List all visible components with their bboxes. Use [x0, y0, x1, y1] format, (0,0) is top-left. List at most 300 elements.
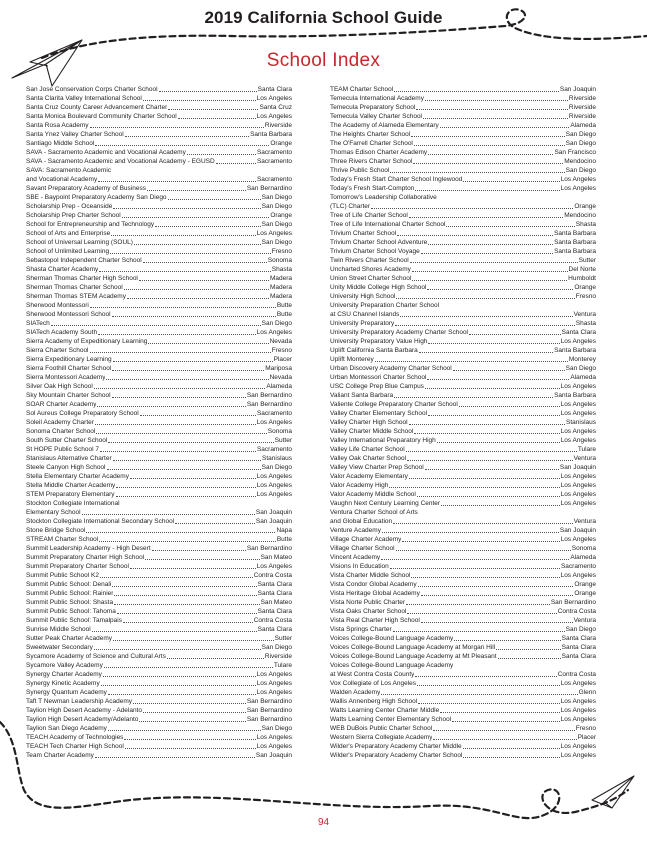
school-name: Unity Middle College High School	[330, 284, 427, 291]
school-name: Soleil Academy Charter	[26, 419, 94, 426]
dot-leader	[414, 145, 565, 146]
dot-leader	[94, 388, 266, 389]
dot-leader	[463, 181, 559, 182]
dot-leader	[421, 622, 573, 623]
school-name: Vincent Academy	[330, 554, 381, 561]
dot-leader	[452, 721, 559, 722]
school-index-entry	[330, 724, 596, 733]
county-name: Los Angeles	[560, 743, 596, 750]
school-index-entry	[26, 481, 292, 490]
county-name: San Bernardino	[246, 716, 292, 723]
school-index-entry	[330, 112, 596, 121]
school-index-entry	[330, 607, 596, 616]
dot-leader	[418, 586, 574, 587]
dot-leader	[427, 379, 569, 380]
county-name: Santa Clara	[561, 329, 596, 336]
dot-leader	[454, 640, 560, 641]
county-name: San Bernardino	[246, 392, 292, 399]
county-name: Sutter	[578, 257, 596, 264]
school-name: Trivium Charter School Voyage	[330, 248, 420, 255]
school-name: STEM Preparatory Elementary	[26, 491, 115, 498]
school-name: Three Rivers Charter School	[330, 158, 413, 165]
dot-leader	[112, 586, 256, 587]
dot-leader	[428, 415, 560, 416]
school-index-entry	[330, 634, 596, 643]
county-name: Stanislaus	[262, 455, 292, 462]
school-index-entry	[26, 211, 292, 220]
school-index-entry	[26, 229, 292, 238]
dot-leader	[139, 280, 269, 281]
county-name: Sacramento	[256, 149, 292, 156]
school-name: Tree of Life International Charter School	[330, 221, 446, 228]
school-index-entry	[330, 364, 596, 373]
school-name: Team Charter Academy	[26, 752, 94, 759]
county-name: Los Angeles	[560, 716, 596, 723]
dot-leader	[413, 163, 563, 164]
school-index-entry	[330, 346, 596, 355]
school-index-entry	[26, 697, 292, 706]
county-name: Los Angeles	[560, 338, 596, 345]
dot-leader	[139, 721, 245, 722]
dot-leader	[463, 757, 559, 758]
county-name: Mariposa	[265, 365, 292, 372]
county-name: San Mateo	[260, 599, 292, 606]
county-name: San Diego	[261, 644, 292, 651]
school-index-entry	[330, 589, 596, 598]
school-index-entry	[26, 103, 292, 112]
school-name: Summit Public School: Rainier	[26, 590, 114, 597]
school-index-entry	[330, 391, 596, 400]
school-name: Sycamore Academy of Science and Cultural Arts	[26, 653, 166, 660]
school-name: and Global Education	[330, 518, 393, 525]
dot-leader	[86, 532, 275, 533]
county-name: Santa Barbara	[554, 248, 596, 255]
school-name: Sebastopol Independent Charter School	[26, 257, 142, 264]
school-index-entry	[26, 553, 292, 562]
school-name: Sonoma Charter School	[26, 428, 96, 435]
school-index-entry	[26, 571, 292, 580]
county-name: San Bernardino	[246, 707, 292, 714]
school-index-entry	[330, 328, 596, 337]
school-index-entry	[26, 742, 292, 751]
dot-leader	[104, 667, 273, 668]
dot-leader	[427, 289, 573, 290]
county-name: Alameda	[570, 374, 596, 381]
county-name: San Bernardino	[246, 545, 292, 552]
county-name: Santa Cruz	[259, 104, 292, 111]
county-name: Mendocino	[564, 212, 596, 219]
school-name: Taylion High Desert Academy/Adelanto	[26, 716, 139, 723]
school-index-entry	[26, 256, 292, 265]
school-index-entry	[26, 220, 292, 229]
school-index-entry	[330, 310, 596, 319]
dot-leader	[113, 460, 261, 461]
county-name: San Diego	[261, 320, 292, 327]
county-name: Butte	[276, 311, 292, 318]
school-index-entry	[330, 580, 596, 589]
county-name: Los Angeles	[560, 500, 596, 507]
county-name: Santa Barbara	[554, 239, 596, 246]
school-name: Valley Life Charter School	[330, 446, 405, 453]
school-index-entry	[26, 724, 292, 733]
dot-leader	[113, 208, 260, 209]
page-number: 94	[317, 817, 330, 828]
dot-leader	[101, 685, 256, 686]
county-name: Sonoma	[267, 257, 292, 264]
county-name: San Mateo	[260, 554, 292, 561]
school-index-entry	[26, 337, 292, 346]
school-index-entry	[330, 409, 596, 418]
school-index-entry	[26, 688, 292, 697]
school-index-entry	[26, 733, 292, 742]
school-name: Vista Real Charter High School	[330, 617, 420, 624]
school-name: Summit Public School: Tahoma	[26, 608, 116, 615]
school-index-entry	[330, 157, 596, 166]
school-index-entry	[330, 643, 596, 652]
county-name: Los Angeles	[256, 491, 292, 498]
school-name: School of Arts and Enterprise	[26, 230, 111, 237]
school-index-entry	[330, 319, 596, 328]
school-name: Sierra Charter School	[26, 347, 89, 354]
dot-leader	[103, 676, 256, 677]
county-name: San Diego	[261, 725, 292, 732]
dot-leader	[140, 415, 256, 416]
school-index-entry	[330, 211, 596, 220]
dot-leader	[168, 109, 258, 110]
dot-leader	[167, 658, 264, 659]
county-name: Los Angeles	[560, 536, 596, 543]
county-name: Contra Costa	[557, 671, 596, 678]
county-name: Los Angeles	[256, 563, 292, 570]
school-name: Uplift California Santa Barbara	[330, 347, 418, 354]
dot-leader	[143, 712, 246, 713]
county-name: Orange	[574, 203, 596, 210]
school-name: Valley Charter Middle School	[330, 428, 414, 435]
school-index-entry	[330, 355, 596, 364]
school-index-entry	[330, 625, 596, 634]
school-name: Voices College-Bound Language Academy at Morgan Hill	[330, 644, 496, 651]
school-index-entry	[26, 706, 292, 715]
school-name: Silver Oak High School	[26, 383, 93, 390]
county-name: San Bernardino	[550, 599, 596, 606]
dot-leader	[393, 523, 572, 524]
school-index-entry	[330, 715, 596, 724]
school-name: Taylion High Desert Academy - Adelanto	[26, 707, 142, 714]
school-name: Santa Clarita Valley International School	[26, 95, 142, 102]
dot-leader	[99, 541, 276, 542]
school-index-entry	[330, 166, 596, 175]
school-index-entry	[26, 355, 292, 364]
county-name: Riverside	[568, 95, 596, 102]
county-name: Butte	[276, 302, 292, 309]
county-name: Los Angeles	[256, 473, 292, 480]
dot-leader	[381, 559, 569, 560]
school-name: Village Charter Academy	[330, 536, 402, 543]
school-index-entry	[330, 85, 596, 94]
county-name: Los Angeles	[560, 383, 596, 390]
school-index-entry	[26, 94, 292, 103]
county-name: San Joaquin	[255, 518, 292, 525]
county-name: Sutter	[274, 635, 292, 642]
school-name: Sutter Peak Charter Academy	[26, 635, 112, 642]
school-index-entry	[330, 553, 596, 562]
school-name: Today's Fresh Start Charter School Inglewood	[330, 176, 463, 183]
dot-leader	[498, 658, 561, 659]
dot-leader	[421, 253, 553, 254]
dot-leader	[418, 703, 559, 704]
school-name: Valley International Preparatory High	[330, 437, 436, 444]
county-name: Riverside	[264, 122, 292, 129]
dot-leader	[124, 289, 269, 290]
school-index-entry	[330, 697, 596, 706]
school-index-entry	[26, 526, 292, 535]
school-index-entry	[26, 562, 292, 571]
dot-leader	[414, 433, 559, 434]
county-name: Sacramento	[560, 563, 596, 570]
county-name: Los Angeles	[560, 401, 596, 408]
school-index-entry	[330, 571, 596, 580]
dot-leader	[425, 469, 559, 470]
school-index-entry	[26, 310, 292, 319]
county-name: Santa Clara	[561, 635, 596, 642]
dot-leader	[130, 478, 256, 479]
county-name: San Joaquin	[559, 86, 596, 93]
school-index-entry	[330, 733, 596, 742]
dot-leader	[407, 460, 572, 461]
school-index-entry	[330, 103, 596, 112]
county-name: Fresno	[271, 347, 292, 354]
dot-leader	[394, 397, 553, 398]
dot-leader	[406, 604, 550, 605]
county-name: Los Angeles	[560, 482, 596, 489]
school-name: Sweetwater Secondary	[26, 644, 93, 651]
county-name: Los Angeles	[256, 482, 292, 489]
county-name: San Diego	[565, 167, 596, 174]
school-name: Summit Preparatory Charter High School	[26, 554, 145, 561]
dot-leader	[97, 406, 245, 407]
county-name: Riverside	[264, 653, 292, 660]
school-index-entry	[330, 670, 596, 679]
county-name: Los Angeles	[560, 698, 596, 705]
dot-leader	[453, 370, 565, 371]
dot-leader	[415, 190, 559, 191]
county-name: Santa Clara	[257, 590, 292, 597]
school-index-entry	[26, 274, 292, 283]
school-name: Stockton Collegiate International Secondary School	[26, 518, 175, 525]
school-index-entry	[330, 94, 596, 103]
dot-leader	[99, 271, 270, 272]
school-index-entry	[26, 292, 292, 301]
county-name: San Diego	[261, 221, 292, 228]
county-name: Orange	[270, 212, 292, 219]
school-index-entry	[330, 373, 596, 382]
county-name: San Bernardino	[246, 698, 292, 705]
school-name: Vista Norte Public Charter	[330, 599, 406, 606]
dot-leader	[124, 739, 255, 740]
dot-leader	[389, 487, 559, 488]
school-index-entry	[26, 508, 292, 517]
school-name: Venture Academy	[330, 527, 381, 534]
school-index-entry	[26, 445, 292, 454]
school-index-entry	[26, 625, 292, 634]
county-name: Los Angeles	[560, 410, 596, 417]
school-name: Wilder's Preparatory Academy Charter School	[330, 752, 463, 759]
guide-title: 2019 California School Guide	[204, 8, 443, 27]
dot-leader	[90, 307, 276, 308]
index-title: School Index	[266, 50, 381, 71]
county-name: Orange	[574, 590, 596, 597]
school-index-entry	[330, 661, 596, 670]
dot-leader	[96, 433, 266, 434]
school-name: Thrive Public School	[330, 167, 390, 174]
dot-leader	[216, 163, 256, 164]
school-index-entry	[330, 463, 596, 472]
county-name: Riverside	[568, 104, 596, 111]
school-index-entry	[330, 544, 596, 553]
school-name: Village Charter School	[330, 545, 395, 552]
dot-leader	[423, 118, 568, 119]
school-name: Temecula Valley Charter School	[330, 113, 423, 120]
county-name: Sacramento	[256, 410, 292, 417]
school-name: Wilder's Preparatory Academy Charter Middle	[330, 743, 462, 750]
county-name: Stanislaus	[566, 419, 596, 426]
school-name: SAVA - Sacramento Academic and Vocational Academy	[26, 149, 186, 156]
school-name: Vaughn Next Century Learning Center	[330, 500, 441, 507]
school-name: TEAM Charter School	[330, 86, 394, 93]
dot-leader	[428, 154, 553, 155]
school-name: Walden Academy	[330, 689, 381, 696]
school-name: Summit Leadership Academy - High Desert	[26, 545, 151, 552]
school-name: SAVA - Sacramento Academic and Vocational Academy - EGUSD	[26, 158, 215, 165]
county-name: Mendocino	[564, 158, 596, 165]
dot-leader	[147, 190, 246, 191]
school-name: SOAR Charter Academy	[26, 401, 97, 408]
county-name: Fresno	[575, 725, 596, 732]
county-name: Santa Barbara	[554, 347, 596, 354]
county-name: San Diego	[565, 626, 596, 633]
school-index-entry	[26, 499, 292, 508]
school-index-entry	[330, 229, 596, 238]
school-name: Trivium Charter School Adventure	[330, 239, 428, 246]
school-name: SBE - Baypoint Preparatory Academy San Diego	[26, 194, 167, 201]
school-name: Santa Rosa Academy	[26, 122, 89, 129]
dot-leader	[98, 334, 256, 335]
dot-leader	[406, 451, 577, 452]
school-index-entry	[330, 751, 596, 760]
county-name: Los Angeles	[560, 185, 596, 192]
school-index-entry	[26, 643, 292, 652]
school-index-entry	[26, 409, 292, 418]
school-index-entry	[330, 292, 596, 301]
school-index-entry	[26, 751, 292, 760]
dot-leader	[108, 442, 273, 443]
school-index-entry	[330, 688, 596, 697]
school-index-entry	[26, 112, 292, 121]
school-index-entry	[26, 121, 292, 130]
school-index-entry	[26, 598, 292, 607]
school-index-entry	[330, 148, 596, 157]
school-name: Wallis Annenberg High School	[330, 698, 418, 705]
school-index-entry	[330, 382, 596, 391]
dot-leader	[95, 145, 269, 146]
school-name: Synergy Charter Academy	[26, 671, 102, 678]
school-name: Taylion San Diego Academy	[26, 725, 107, 732]
county-name: Tulare	[273, 662, 292, 669]
dot-leader	[441, 505, 559, 506]
school-index-entry	[26, 148, 292, 157]
county-name: Ventura	[573, 455, 596, 462]
dot-leader	[90, 352, 271, 353]
county-name: Sacramento	[256, 176, 292, 183]
school-name: Union Street Charter School	[330, 275, 412, 282]
school-name: Ventura Charter School of Arts	[330, 509, 418, 516]
school-index-entry	[330, 301, 596, 310]
dot-leader	[127, 298, 269, 299]
school-name: WEB DuBois Public Charter School	[330, 725, 433, 732]
dot-leader	[459, 406, 560, 407]
county-name: Los Angeles	[256, 671, 292, 678]
dot-leader	[409, 478, 560, 479]
school-name: Urban Discovery Academy Charter School	[330, 365, 452, 372]
dot-leader	[98, 181, 256, 182]
county-name: San Diego	[261, 464, 292, 471]
county-name: Ventura	[573, 617, 596, 624]
dot-leader	[113, 361, 273, 362]
county-name: San Bernardino	[246, 401, 292, 408]
school-name: TEACH Academy of Technologies	[26, 734, 124, 741]
school-name: Valley Charter High School	[330, 419, 408, 426]
school-index-entry	[330, 139, 596, 148]
county-name: Los Angeles	[560, 707, 596, 714]
county-name: San Bernardino	[246, 185, 292, 192]
school-index-entry	[330, 499, 596, 508]
school-name: Today's Fresh Start-Compton	[330, 185, 415, 192]
school-name: Watts Learning Center Charter Middle	[330, 707, 440, 714]
dot-leader	[100, 451, 256, 452]
dot-leader	[116, 487, 255, 488]
dot-leader	[143, 100, 256, 101]
county-name: Los Angeles	[256, 329, 292, 336]
school-index-entry	[330, 742, 596, 751]
school-name: Tree of Life Charter School	[330, 212, 408, 219]
school-index-entry	[330, 535, 596, 544]
county-name: Contra Costa	[253, 617, 292, 624]
school-name: Sky Mountain Charter School	[26, 392, 111, 399]
school-index-entry	[26, 715, 292, 724]
dot-leader	[94, 649, 261, 650]
school-index-entry	[26, 436, 292, 445]
school-name: Summit Public School: Denali	[26, 581, 112, 588]
dot-leader	[107, 469, 261, 470]
school-index-entry	[330, 175, 596, 184]
dot-leader	[407, 613, 556, 614]
school-index-entry	[26, 418, 292, 427]
county-name: Shasta	[575, 320, 596, 327]
dot-leader	[381, 694, 577, 695]
school-index-entry	[330, 283, 596, 292]
county-name: Santa Barbara	[554, 230, 596, 237]
school-index-entry	[26, 634, 292, 643]
school-index-entry	[330, 652, 596, 661]
dot-leader	[82, 514, 255, 515]
dot-leader	[112, 316, 276, 317]
school-index-entry	[330, 400, 596, 409]
dot-leader	[134, 244, 261, 245]
county-name: San Joaquin	[559, 527, 596, 534]
school-name: South Sutter Charter School	[26, 437, 108, 444]
dot-leader	[440, 712, 559, 713]
school-index-entry	[26, 616, 292, 625]
